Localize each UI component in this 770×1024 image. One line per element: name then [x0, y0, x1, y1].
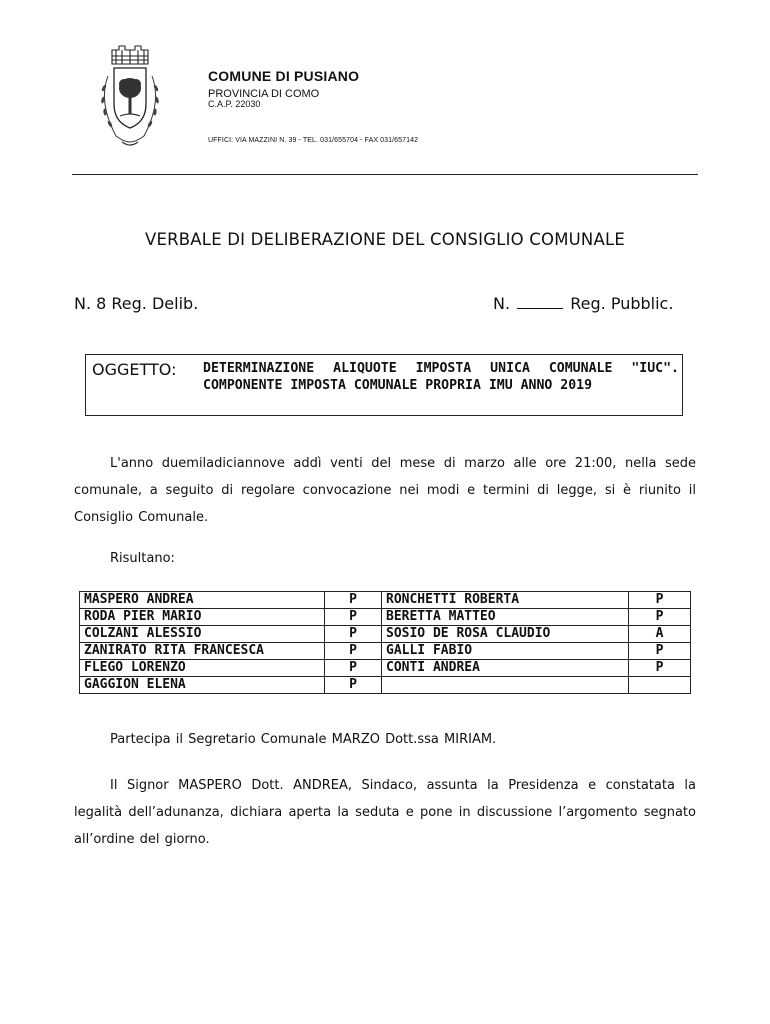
reg-delib-number: N. 8 Reg. Delib.	[74, 294, 199, 313]
member-status-right: P	[629, 643, 691, 660]
municipality-name: COMUNE DI PUSIANO	[208, 68, 360, 84]
member-name-right: GALLI FABIO	[382, 643, 629, 660]
member-status-left: P	[325, 626, 382, 643]
postal-code-line: C.A.P. 22030	[208, 99, 261, 109]
reg-pubblic-number	[493, 294, 673, 313]
intro-paragraph	[74, 450, 696, 531]
member-name-right: RONCHETTI ROBERTA	[382, 592, 629, 609]
member-name-left: COLZANI ALESSIO	[80, 626, 325, 643]
table-row	[80, 609, 691, 626]
subject-text: DETERMINAZIONE ALIQUOTE IMPOSTA UNICA COMUNALE "IUC". COMPONENTE IMPOSTA COMUNALE PROPRIA IMU ANNO 2019	[203, 361, 679, 393]
member-name-right: CONTI ANDREA	[382, 660, 629, 677]
member-name-right: SOSIO DE ROSA CLAUDIO	[382, 626, 629, 643]
member-status-right	[629, 677, 691, 694]
member-status-left: P	[325, 592, 382, 609]
secretary-paragraph	[74, 726, 696, 753]
table-row	[80, 626, 691, 643]
member-name-left: RODA PIER MARIO	[80, 609, 325, 626]
header-divider	[72, 174, 698, 175]
reg-pubblic-prefix: N.	[493, 294, 511, 313]
risultano-label: Risultano:	[110, 551, 175, 566]
president-paragraph-text: Il Signor MASPERO Dott. ANDREA, Sindaco, assunta la Presidenza e constatata la legalità dell’adunanza, dichiara aperta la seduta e pone in discussione l’argomento segnato all’ordine del giorno.	[74, 778, 696, 847]
table-row	[80, 592, 691, 609]
document-title: VERBALE DI DELIBERAZIONE DEL CONSIGLIO COMUNALE	[145, 230, 625, 249]
member-name-right: BERETTA MATTEO	[382, 609, 629, 626]
attendance-table	[79, 591, 691, 694]
intro-paragraph-text: L'anno duemiladiciannove addì venti del mese di marzo alle ore 21:00, nella sede comunale, a seguito di regolare convocazione nei modi e termini di legge, si è riunito il Consiglio Comunale.	[74, 456, 696, 525]
member-status-right: P	[629, 660, 691, 677]
table-row	[80, 660, 691, 677]
member-name-right	[382, 677, 629, 694]
secretary-paragraph-text: Partecipa il Segretario Comunale MARZO Dott.ssa MIRIAM.	[110, 732, 497, 747]
subject-label: OGGETTO:	[92, 360, 177, 379]
member-name-left: FLEGO LORENZO	[80, 660, 325, 677]
member-name-left: MASPERO ANDREA	[80, 592, 325, 609]
coat-of-arms-icon	[92, 42, 168, 152]
table-row	[80, 677, 691, 694]
member-status-left: P	[325, 609, 382, 626]
province-line: PROVINCIA DI COMO	[208, 88, 320, 100]
offices-contact-line: UFFICI: VIA MAZZINI N. 39 - TEL. 031/655704 - FAX 031/657142	[208, 137, 419, 144]
president-paragraph	[74, 772, 696, 853]
member-name-left: GAGGION ELENA	[80, 677, 325, 694]
table-row	[80, 643, 691, 660]
member-status-left: P	[325, 643, 382, 660]
member-status-right: P	[629, 592, 691, 609]
reg-pubblic-blank	[517, 294, 563, 309]
member-status-left: P	[325, 677, 382, 694]
member-name-left: ZANIRATO RITA FRANCESCA	[80, 643, 325, 660]
member-status-right: P	[629, 609, 691, 626]
member-status-left: P	[325, 660, 382, 677]
member-status-right: A	[629, 626, 691, 643]
reg-pubblic-suffix: Reg. Pubblic.	[570, 294, 674, 313]
